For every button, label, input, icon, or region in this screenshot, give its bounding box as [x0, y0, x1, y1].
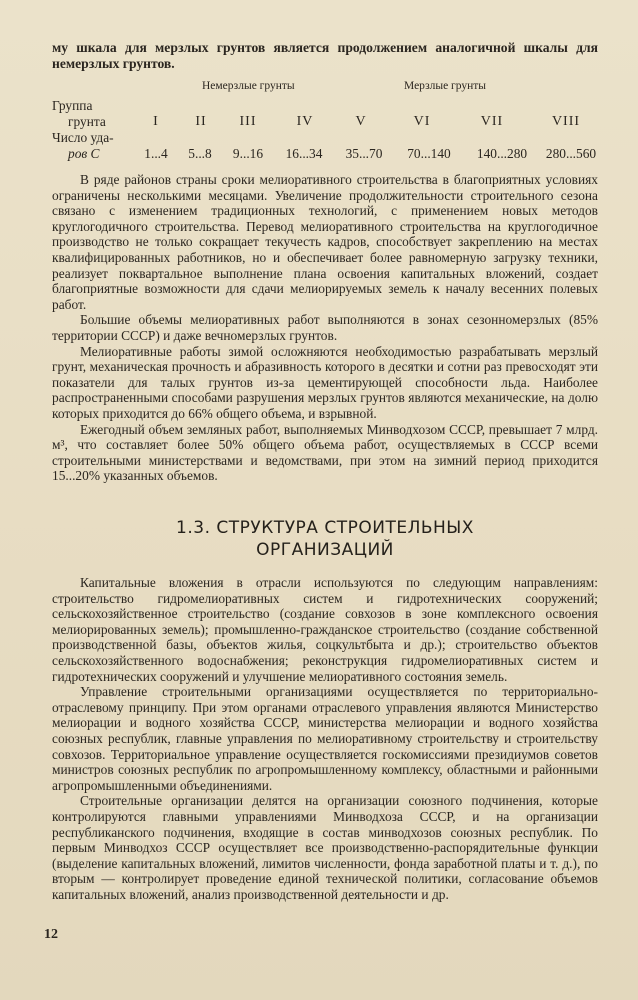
- section-title-line: ОРГАНИЗАЦИЙ: [256, 540, 394, 560]
- paragraph: Большие объемы мелиоративных работ выполняются в зонах сезонномерзлых (85% территории СССР) и даже вечномерзлых грунтов.: [52, 312, 598, 343]
- body-section-2: [52, 575, 598, 902]
- blows-label-b: ров С: [68, 146, 100, 161]
- intro-text: [52, 40, 598, 71]
- range-cell: 140...280: [476, 146, 528, 161]
- section-title: [52, 517, 598, 561]
- group-cell: VII: [480, 114, 504, 129]
- group-cell: V: [355, 114, 367, 129]
- group-cell: II: [195, 114, 207, 129]
- header-unfrozen: Немерзлые грунты: [202, 80, 295, 92]
- range-cell: 280...560: [545, 146, 597, 161]
- paragraph: Строительные организации делятся на организации союзного подчинения, которые контролируются главными управлениями Минводхоза СССР, и на организации республиканского подчинения, входящие в состав минводхозов союзных республик. По первым Минводхоз СССР осуществляет все производственно-распорядительные функции (выделение капитальных вложений, лимитов численности, фонда заработной платы и т. д.), по вторым — контролирует проведение единой технической политики, согласование объемов капитальных вложений, анализ производственной деятельности и др.: [52, 793, 598, 902]
- paragraph: В ряде районов страны сроки мелиоративного строительства в благоприятных условиях ограничены несколькими месяцами. Увеличение продолжительности строительного сезона связано с изменением традиционных технологий, с применением новых методов круглогодичного строительства. Перевод мелиоративного строительства на круглогодичное производство не только сокращает текучесть кадров, способствует закреплению на местах квалифицированных работников, но и обеспечивает более равномерную загрузку техники, реализует поквартальное выполнение плана освоения капитальных вложений, создает благоприятные возможности для сдачи мелиорируемых земель к началу весенних полевых работ.: [52, 172, 598, 312]
- group-cell: VI: [413, 114, 431, 129]
- group-label-a: Группа: [52, 98, 93, 113]
- page-number: 12: [44, 927, 58, 942]
- group-cell: I: [153, 114, 159, 129]
- paragraph: Мелиоративные работы зимой осложняются необходимостью разрабатывать мерзлый грунт, механическая прочность и абразивность которого в десятки и сотни раз превосходят эти показатели для талых грунтов из-за цементирующей способности льда. Наиболее распространенными способами разрушения мерзлых грунтов являются механические, на долю которых приходится до 66% общего объема, и взрывной.: [52, 343, 598, 421]
- group-cell: VIII: [551, 114, 581, 129]
- group-label-b: грунта: [68, 114, 106, 129]
- blows-label-a: Число уда-: [52, 130, 114, 145]
- range-cell: 9...16: [232, 146, 264, 161]
- intro-paragraph: му шкала для мерзлых грунтов является продолжением аналогичной шкалы для немерзлых грунтов.: [52, 40, 598, 71]
- paragraph: Управление строительными организациями осуществляется по территориально-отраслевому принципу. При этом органами отраслевого управления являются Министерство мелиорации и водного хозяйства СССР, министерства мелиорации и водного хозяйства союзных республик, главные управления по мелиоративному строительству и строительству совхозов. Территориальное управление осуществляется госкомиссиями президиумов советов министров союзных республик по агропромышленному комплексу, областными и районными агропромышленными объединениями.: [52, 684, 598, 793]
- section-title-line: 1.3. СТРУКТУРА СТРОИТЕЛЬНЫХ: [176, 518, 474, 538]
- body-section-1: [52, 172, 598, 484]
- paragraph: Ежегодный объем земляных работ, выполняемых Минводхозом СССР, превышает 7 млрд. м³, что составляет более 50% общего объема работ, осуществляемых в СССР всеми строительными министерствами и ведомствами, при этом на зимний период приходится 15...20% указанных объемов.: [52, 421, 598, 484]
- group-cell: III: [239, 114, 257, 129]
- range-cell: 70...140: [407, 146, 451, 161]
- range-cell: 1...4: [144, 146, 168, 161]
- range-cell: 35...70: [345, 146, 383, 161]
- header-frozen: Мерзлые грунты: [404, 80, 487, 92]
- paragraph: Капитальные вложения в отрасли используются по следующим направлениям: строительство гидромелиоративных систем и гидротехнических сооружений; сельскохозяйственное строительство (создание совхозов в зоне комплексного освоения мелиорированных земель); промышленно-гражданское строительство (создание собственной производственной базы, объектов жилья, соцкультбыта и др.); строительство объектов сельскохозяйственного водоснабжения; реконструкция гидромелиоративных систем и гидротехнических сооружений и улучшение мелиоративного состояния земель.: [52, 575, 598, 684]
- group-cell: IV: [296, 114, 314, 129]
- range-cell: 5...8: [188, 146, 212, 161]
- range-cell: 16...34: [285, 146, 323, 161]
